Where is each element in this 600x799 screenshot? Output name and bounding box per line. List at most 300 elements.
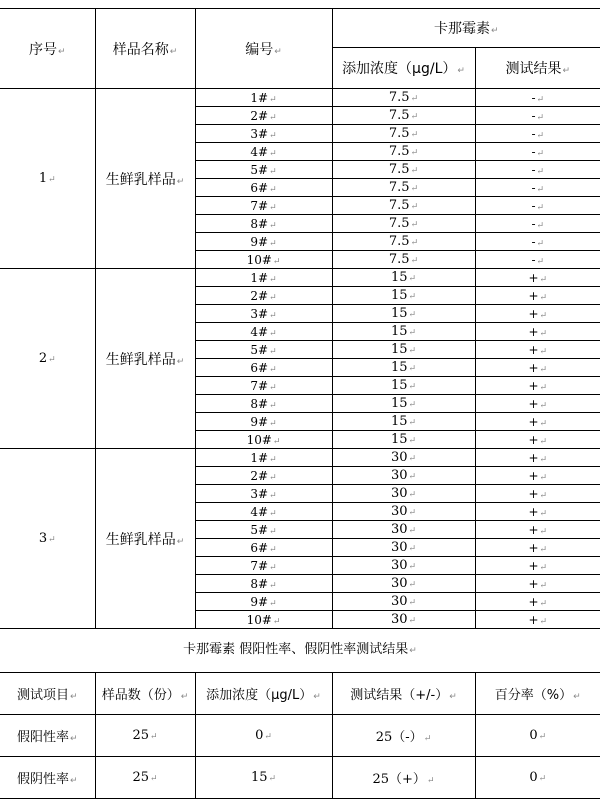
result-cell xyxy=(475,107,600,125)
header-3-text: 测试结果（+/-） xyxy=(350,687,449,703)
result-cell xyxy=(475,341,600,359)
result-cell-text: + xyxy=(528,504,539,519)
result-cell xyxy=(475,197,600,215)
paragraph-mark: ↵ xyxy=(410,256,419,266)
concentration-cell xyxy=(332,575,475,593)
cell-0 xyxy=(0,757,95,799)
paragraph-mark: ↵ xyxy=(536,130,545,141)
header-kanamycin xyxy=(332,9,600,48)
concentration-cell-text: 15 xyxy=(390,324,408,339)
concentration-cell xyxy=(332,611,475,629)
paragraph-mark: ↵ xyxy=(539,454,548,465)
code-cell xyxy=(195,251,332,269)
paragraph-mark: ↵ xyxy=(408,598,417,608)
code-cell-text: 4# xyxy=(250,144,269,159)
paragraph-mark: ↵ xyxy=(539,346,548,357)
paragraph-mark: ↵ xyxy=(573,691,581,702)
result-cell xyxy=(475,143,600,161)
result-cell xyxy=(475,215,600,233)
concentration-cell xyxy=(332,431,475,449)
paragraph-mark: ↵ xyxy=(269,238,277,249)
result-cell-text: + xyxy=(528,486,539,501)
code-cell-text: 2# xyxy=(250,108,269,123)
paragraph-mark: ↵ xyxy=(536,220,545,231)
concentration-cell-text: 30 xyxy=(390,594,408,609)
code-cell-text: 10# xyxy=(246,432,272,447)
header-0-text: 测试项目 xyxy=(16,687,69,703)
seq-cell xyxy=(0,449,95,629)
paragraph-mark: ↵ xyxy=(408,310,417,320)
code-cell-text: 7# xyxy=(250,378,269,393)
paragraph-mark: ↵ xyxy=(539,490,548,501)
paragraph-mark: ↵ xyxy=(269,148,277,159)
concentration-cell xyxy=(332,125,475,143)
paragraph-mark: ↵ xyxy=(539,544,548,555)
paragraph-mark: ↵ xyxy=(408,472,417,482)
code-cell-text: 4# xyxy=(250,324,269,339)
seq-cell-text: 2 xyxy=(38,351,48,366)
result-cell xyxy=(475,413,600,431)
code-cell-text: 6# xyxy=(250,180,269,195)
sample-name-cell xyxy=(95,449,195,629)
header-concentration-text: 添加浓度（μg/L） xyxy=(342,61,457,77)
result-cell xyxy=(475,233,600,251)
paragraph-mark: ↵ xyxy=(150,732,158,742)
concentration-cell-text: 30 xyxy=(390,486,408,501)
result-cell xyxy=(475,539,600,557)
concentration-cell-text: 7.5 xyxy=(388,252,410,267)
paragraph-mark: ↵ xyxy=(269,598,277,609)
concentration-cell-text: 30 xyxy=(390,558,408,573)
code-cell-text: 1# xyxy=(250,450,269,465)
result-cell-text: + xyxy=(528,288,539,303)
concentration-cell-text: 15 xyxy=(390,432,408,447)
code-cell-text: 8# xyxy=(250,576,269,591)
paragraph-mark: ↵ xyxy=(410,130,419,140)
code-cell xyxy=(195,503,332,521)
result-cell xyxy=(475,287,600,305)
table-row xyxy=(0,269,600,287)
seq-cell-text: 3 xyxy=(38,531,48,546)
result-cell-text: + xyxy=(528,540,539,555)
code-cell-text: 9# xyxy=(250,234,269,249)
concentration-cell-text: 30 xyxy=(390,540,408,555)
result-cell xyxy=(475,179,600,197)
code-cell xyxy=(195,593,332,611)
code-cell xyxy=(195,485,332,503)
paragraph-mark: ↵ xyxy=(539,562,548,573)
concentration-cell-text: 15 xyxy=(390,396,408,411)
result-cell xyxy=(475,377,600,395)
sample-name-cell-text: 生鲜乳样品 xyxy=(105,531,176,548)
paragraph-mark: ↵ xyxy=(538,732,547,742)
cell-1 xyxy=(95,715,195,757)
header-seq xyxy=(0,9,95,89)
concentration-cell-text: 15 xyxy=(390,378,408,393)
header-concentration xyxy=(332,48,475,89)
paragraph-mark: ↵ xyxy=(408,364,417,374)
paragraph-mark: ↵ xyxy=(408,328,417,338)
sample-name-cell xyxy=(95,269,195,449)
result-cell xyxy=(475,431,600,449)
paragraph-mark: ↵ xyxy=(269,112,277,123)
paragraph-mark: ↵ xyxy=(539,292,548,303)
paragraph-mark: ↵ xyxy=(269,526,277,537)
seq-cell-text: 1 xyxy=(38,171,48,186)
paragraph-mark: ↵ xyxy=(539,526,548,537)
code-cell-text: 10# xyxy=(246,252,272,267)
result-cell-text: - xyxy=(531,126,536,141)
result-cell xyxy=(475,521,600,539)
result-cell-text: + xyxy=(528,450,539,465)
paragraph-mark: ↵ xyxy=(269,400,277,411)
concentration-cell xyxy=(332,467,475,485)
concentration-cell-text: 7.5 xyxy=(388,144,410,159)
result-cell-text: + xyxy=(528,558,539,573)
paragraph-mark: ↵ xyxy=(408,508,417,518)
paragraph-mark: ↵ xyxy=(539,508,548,519)
paragraph-mark: ↵ xyxy=(408,490,417,500)
result-cell xyxy=(475,503,600,521)
concentration-cell-text: 15 xyxy=(390,306,408,321)
header-code xyxy=(195,9,332,89)
paragraph-mark: ↵ xyxy=(408,274,417,284)
result-cell-text: + xyxy=(528,324,539,339)
result-cell-text: - xyxy=(531,198,536,213)
code-cell-text: 8# xyxy=(250,396,269,411)
header-sample-name-text: 样品名称 xyxy=(112,41,169,58)
paragraph-mark: ↵ xyxy=(176,176,185,187)
paragraph-mark: ↵ xyxy=(410,220,419,230)
paragraph-mark: ↵ xyxy=(536,112,545,123)
paragraph-mark: ↵ xyxy=(269,310,277,321)
concentration-cell-text: 15 xyxy=(390,270,408,285)
paragraph-mark: ↵ xyxy=(408,382,417,392)
paragraph-mark: ↵ xyxy=(410,166,419,176)
paragraph-mark: ↵ xyxy=(408,436,417,446)
paragraph-mark: ↵ xyxy=(536,166,545,177)
paragraph-mark: ↵ xyxy=(410,238,419,248)
table-row xyxy=(0,449,600,467)
code-cell xyxy=(195,377,332,395)
paragraph-mark: ↵ xyxy=(539,472,548,483)
result-cell-text: + xyxy=(528,360,539,375)
code-cell xyxy=(195,179,332,197)
paragraph-mark: ↵ xyxy=(536,94,545,105)
code-cell-text: 9# xyxy=(250,414,269,429)
cell-0 xyxy=(0,715,95,757)
result-cell-text: + xyxy=(528,594,539,609)
result-cell-text: + xyxy=(528,378,539,393)
result-cell-text: + xyxy=(528,522,539,537)
result-cell-text: - xyxy=(531,108,536,123)
code-cell xyxy=(195,215,332,233)
paragraph-mark: ↵ xyxy=(180,691,189,702)
result-cell xyxy=(475,359,600,377)
paragraph-mark: ↵ xyxy=(539,616,548,627)
paragraph-mark: ↵ xyxy=(409,646,417,656)
code-cell xyxy=(195,323,332,341)
paragraph-mark: ↵ xyxy=(69,734,78,744)
concentration-cell-text: 7.5 xyxy=(388,234,410,249)
paragraph-mark: ↵ xyxy=(408,544,417,554)
result-cell-text: - xyxy=(531,90,536,105)
code-cell xyxy=(195,449,332,467)
code-cell xyxy=(195,431,332,449)
paragraph-mark: ↵ xyxy=(269,328,277,339)
paragraph-mark: ↵ xyxy=(272,616,281,627)
paragraph-mark: ↵ xyxy=(274,46,282,57)
concentration-cell-text: 15 xyxy=(390,360,408,375)
paragraph-mark: ↵ xyxy=(426,776,435,786)
result-cell xyxy=(475,125,600,143)
result-cell-text: + xyxy=(528,576,539,591)
paragraph-mark: ↵ xyxy=(269,382,277,393)
concentration-cell xyxy=(332,215,475,233)
header-result xyxy=(475,48,600,89)
paragraph-mark: ↵ xyxy=(539,310,548,321)
paragraph-mark: ↵ xyxy=(272,256,281,267)
paragraph-mark: ↵ xyxy=(457,66,465,76)
cell-1 xyxy=(95,757,195,799)
concentration-cell-text: 30 xyxy=(390,612,408,627)
concentration-cell xyxy=(332,107,475,125)
paragraph-mark: ↵ xyxy=(57,46,66,57)
header-2 xyxy=(195,672,332,715)
paragraph-mark: ↵ xyxy=(410,202,419,212)
concentration-cell-text: 7.5 xyxy=(388,198,410,213)
paragraph-mark: ↵ xyxy=(410,94,419,104)
paragraph-mark: ↵ xyxy=(269,562,277,573)
code-cell xyxy=(195,557,332,575)
cell-2 xyxy=(195,715,332,757)
false-rate-table xyxy=(0,672,600,799)
concentration-cell-text: 30 xyxy=(390,522,408,537)
table-row xyxy=(0,89,600,107)
paragraph-mark: ↵ xyxy=(539,580,548,591)
result-cell-text: - xyxy=(531,162,536,177)
concentration-cell xyxy=(332,485,475,503)
cell-3-text: 25（-） xyxy=(375,730,423,745)
paragraph-mark: ↵ xyxy=(269,508,277,519)
paragraph-mark: ↵ xyxy=(536,184,545,195)
sample-name-cell-text: 生鲜乳样品 xyxy=(105,171,176,188)
paragraph-mark: ↵ xyxy=(269,292,277,303)
concentration-cell-text: 30 xyxy=(390,576,408,591)
result-cell xyxy=(475,575,600,593)
header-1-text: 样品数（份） xyxy=(101,687,180,703)
concentration-cell xyxy=(332,323,475,341)
concentration-cell xyxy=(332,161,475,179)
paragraph-mark: ↵ xyxy=(539,418,548,429)
code-cell xyxy=(195,287,332,305)
concentration-cell xyxy=(332,593,475,611)
false-rate-title-text: 卡那霉素 假阳性率、假阴性率测试结果 xyxy=(183,642,409,657)
result-cell xyxy=(475,395,600,413)
cell-0-text: 假阴性率 xyxy=(16,772,69,787)
code-cell xyxy=(195,107,332,125)
result-cell-text: - xyxy=(531,144,536,159)
paragraph-mark: ↵ xyxy=(408,580,417,590)
kanamycin-test-table xyxy=(0,8,600,629)
paragraph-mark: ↵ xyxy=(269,418,277,429)
paragraph-mark: ↵ xyxy=(150,774,158,784)
paragraph-mark: ↵ xyxy=(410,184,419,194)
paragraph-mark: ↵ xyxy=(539,364,548,375)
result-cell-text: - xyxy=(531,252,536,267)
paragraph-mark: ↵ xyxy=(490,26,499,36)
paragraph-mark: ↵ xyxy=(269,130,277,141)
paragraph-mark: ↵ xyxy=(408,292,417,302)
header-sample-name xyxy=(95,9,195,89)
paragraph-mark: ↵ xyxy=(69,776,78,786)
paragraph-mark: ↵ xyxy=(536,256,545,267)
code-cell xyxy=(195,539,332,557)
paragraph-mark: ↵ xyxy=(269,490,277,501)
concentration-cell xyxy=(332,377,475,395)
result-cell xyxy=(475,467,600,485)
cell-2 xyxy=(195,757,332,799)
concentration-cell-text: 7.5 xyxy=(388,162,410,177)
concentration-cell xyxy=(332,287,475,305)
paragraph-mark: ↵ xyxy=(268,774,277,784)
code-cell xyxy=(195,395,332,413)
paragraph-mark: ↵ xyxy=(536,238,545,249)
result-cell xyxy=(475,611,600,629)
paragraph-mark: ↵ xyxy=(176,536,185,547)
result-cell-text: + xyxy=(528,468,539,483)
paragraph-mark: ↵ xyxy=(48,535,56,545)
result-cell-text: + xyxy=(528,306,539,321)
concentration-cell-text: 30 xyxy=(390,504,408,519)
paragraph-mark: ↵ xyxy=(269,544,277,555)
concentration-cell xyxy=(332,179,475,197)
concentration-cell xyxy=(332,341,475,359)
code-cell xyxy=(195,89,332,107)
seq-cell xyxy=(0,269,95,449)
code-cell-text: 2# xyxy=(250,288,269,303)
concentration-cell xyxy=(332,539,475,557)
result-cell-text: + xyxy=(528,342,539,357)
cell-3 xyxy=(332,715,475,757)
paragraph-mark: ↵ xyxy=(313,691,321,702)
concentration-cell-text: 7.5 xyxy=(388,180,410,195)
code-cell xyxy=(195,341,332,359)
header-2-text: 添加浓度（μg/L） xyxy=(206,687,313,703)
result-cell-text: - xyxy=(531,234,536,249)
result-cell xyxy=(475,593,600,611)
paragraph-mark: ↵ xyxy=(176,356,185,367)
concentration-cell xyxy=(332,359,475,377)
code-cell-text: 1# xyxy=(250,270,269,285)
result-cell xyxy=(475,251,600,269)
code-cell-text: 7# xyxy=(250,558,269,573)
code-cell-text: 6# xyxy=(250,540,269,555)
paragraph-mark: ↵ xyxy=(539,382,548,393)
concentration-cell-text: 7.5 xyxy=(388,126,410,141)
cell-3 xyxy=(332,757,475,799)
concentration-cell xyxy=(332,305,475,323)
result-cell xyxy=(475,89,600,107)
paragraph-mark: ↵ xyxy=(269,580,277,591)
concentration-cell-text: 15 xyxy=(390,342,408,357)
result-cell xyxy=(475,161,600,179)
code-cell-text: 10# xyxy=(246,612,272,627)
concentration-cell xyxy=(332,89,475,107)
paragraph-mark: ↵ xyxy=(539,328,548,339)
paragraph-mark: ↵ xyxy=(269,202,277,213)
paragraph-mark: ↵ xyxy=(449,691,457,702)
concentration-cell xyxy=(332,521,475,539)
seq-cell xyxy=(0,89,95,269)
code-cell-text: 8# xyxy=(250,216,269,231)
result-cell xyxy=(475,485,600,503)
concentration-cell xyxy=(332,233,475,251)
code-cell-text: 9# xyxy=(250,594,269,609)
paragraph-mark: ↵ xyxy=(539,400,548,411)
paragraph-mark: ↵ xyxy=(48,175,56,185)
header-0 xyxy=(0,672,95,715)
paragraph-mark: ↵ xyxy=(408,562,417,572)
code-cell xyxy=(195,467,332,485)
cell-4-text: 0 xyxy=(529,728,538,743)
paragraph-mark: ↵ xyxy=(408,526,417,536)
code-cell-text: 4# xyxy=(250,504,269,519)
paragraph-mark: ↵ xyxy=(423,734,432,744)
result-cell xyxy=(475,449,600,467)
concentration-cell xyxy=(332,143,475,161)
paragraph-mark: ↵ xyxy=(69,691,78,702)
concentration-cell-text: 15 xyxy=(390,288,408,303)
paragraph-mark: ↵ xyxy=(408,400,417,410)
false-rate-table-title xyxy=(0,628,600,673)
header-4-text: 百分率（%） xyxy=(494,687,573,703)
code-cell xyxy=(195,233,332,251)
code-cell xyxy=(195,143,332,161)
paragraph-mark: ↵ xyxy=(562,66,571,76)
code-cell xyxy=(195,359,332,377)
paragraph-mark: ↵ xyxy=(269,364,277,375)
concentration-cell-text: 7.5 xyxy=(388,108,410,123)
result-cell-text: + xyxy=(528,432,539,447)
header-seq-text: 序号 xyxy=(28,41,57,58)
header-3 xyxy=(332,672,475,715)
cell-4 xyxy=(475,757,600,799)
code-cell-text: 3# xyxy=(250,306,269,321)
result-cell xyxy=(475,305,600,323)
concentration-cell xyxy=(332,449,475,467)
cell-2-text: 15 xyxy=(250,770,268,785)
paragraph-mark: ↵ xyxy=(408,616,417,626)
result-cell-text: - xyxy=(531,216,536,231)
paragraph-mark: ↵ xyxy=(269,184,277,195)
paragraph-mark: ↵ xyxy=(269,274,277,285)
concentration-cell xyxy=(332,413,475,431)
sample-name-cell-text: 生鲜乳样品 xyxy=(105,351,176,368)
cell-3-text: 25（+） xyxy=(372,772,426,787)
code-cell xyxy=(195,125,332,143)
paragraph-mark: ↵ xyxy=(269,454,277,465)
paragraph-mark: ↵ xyxy=(269,472,277,483)
paragraph-mark: ↵ xyxy=(539,274,548,285)
code-cell-text: 5# xyxy=(250,522,269,537)
concentration-cell-text: 7.5 xyxy=(388,216,410,231)
paragraph-mark: ↵ xyxy=(410,148,419,158)
concentration-cell-text: 15 xyxy=(390,414,408,429)
paragraph-mark: ↵ xyxy=(269,220,277,231)
code-cell-text: 3# xyxy=(250,126,269,141)
cell-0-text: 假阳性率 xyxy=(16,730,69,745)
